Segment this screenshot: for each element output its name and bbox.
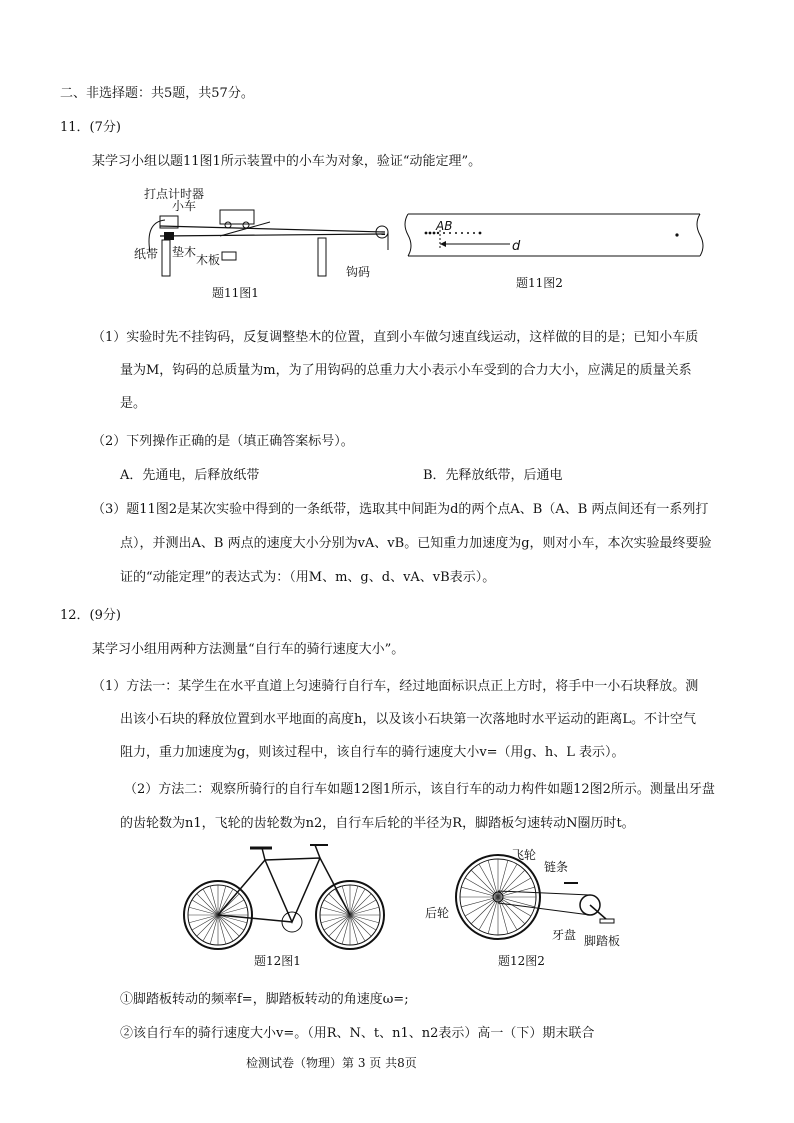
- q11-part2: （2）下列操作正确的是（填正确答案标号）。: [92, 434, 354, 449]
- q12-method1-line3: 阻力，重力加速度为g，则该过程中，该自行车的骑行速度大小v=（用g、h、L 表示）。: [120, 745, 625, 760]
- q11-fig1-apparatus: [120, 182, 410, 302]
- q11-part3-line2: 点），并测出A、B 两点的速度大小分别为vA、vB。已知重力加速度为g，则对小车，本次实验最终要验: [120, 536, 712, 551]
- q12-method1-line1: （1）方法一：某学生在水平直道上匀速骑行自行车，经过地面标识点正上方时，将手中一小石块释放。测: [92, 679, 699, 694]
- q12-method2-line1: （2）方法二：观察所骑行的自行车如题12图1所示，该自行车的动力构件如题12图2所示。测量出牙盘: [124, 782, 715, 797]
- q11-intro: 某学习小组以题11图1所示装置中的小车为对象，验证“动能定理”。: [92, 154, 482, 169]
- q11-part1-line1: （1）实验时先不挂钩码，反复调整垫木的位置，直到小车做匀速直线运动，这样做的目的是；已知小车质: [92, 330, 699, 345]
- q12-subq2: ②该自行车的骑行速度大小v=。（用R、N、t、n1、n2表示）高一（下）期末联合: [120, 1026, 595, 1041]
- label-weight: 钩码: [346, 265, 371, 279]
- section-title: 二、非选择题：共5题，共57分。: [60, 86, 254, 101]
- q11-part3-line1: （3）题11图2是某次实验中得到的一条纸带，选取其中间距为d的两个点A、B（A、B 两点间还有一系列打: [92, 502, 709, 517]
- label-timer: 打点计时器: [144, 187, 205, 201]
- label-block: 垫木: [172, 245, 197, 259]
- q11-header: 11．(7分): [60, 120, 121, 135]
- label-ab: AB: [436, 219, 453, 233]
- q12-header: 12．(9分): [60, 608, 121, 623]
- q12-fig2-caption: 题12图2: [498, 954, 545, 968]
- q11-option-b: B．先释放纸带，后通电: [423, 468, 563, 483]
- label-flywheel: 飞轮: [512, 848, 537, 862]
- q12-method1-line2: 出该小石块的释放位置到水平地面的高度h，以及该小石块第一次落地时水平运动的距离L。不计空气: [120, 712, 697, 727]
- page-footer: 检测试卷（物理）第 3 页 共8页: [246, 1056, 417, 1070]
- q11-fig1-caption: 题11图1: [212, 286, 259, 300]
- q11-fig2-tape: [400, 210, 710, 260]
- q12-fig1-bicycle: [180, 840, 390, 955]
- q11-option-a: A．先通电，后释放纸带: [120, 468, 260, 483]
- q12-intro: 某学习小组用两种方法测量“自行车的骑行速度大小”。: [92, 642, 405, 657]
- label-tape: 纸带: [134, 247, 159, 261]
- label-cart: 小车: [172, 199, 197, 213]
- q11-part3-line3: 证的“动能定理”的表达式为：（用M、m、g、d、vA、vB表示）。: [120, 570, 496, 585]
- label-rear-wheel: 后轮: [425, 906, 450, 920]
- label-pedal: 脚踏板: [584, 934, 621, 948]
- q12-fig1-caption: 题12图1: [254, 954, 301, 968]
- q12-fig2-drivetrain: [420, 845, 650, 950]
- q12-method2-line2: 的齿轮数为n1，飞轮的齿轮数为n2，自行车后轮的半径为R，脚踏板匀速转动N圈历时t。: [120, 816, 635, 831]
- label-chain: 链条: [544, 860, 569, 874]
- q12-subq1: ①脚踏板转动的频率f=，脚踏板转动的角速度ω=;: [120, 992, 409, 1007]
- label-chainring: 牙盘: [552, 928, 577, 942]
- label-board: 木板: [196, 253, 221, 267]
- q11-part1-line2: 量为M，钩码的总质量为m，为了用钩码的总重力大小表示小车受到的合力大小，应满足的质量关系: [120, 363, 692, 378]
- q11-fig2-caption: 题11图2: [516, 276, 563, 290]
- q11-part1-line3: 是。: [120, 396, 147, 411]
- label-d: d: [512, 239, 521, 254]
